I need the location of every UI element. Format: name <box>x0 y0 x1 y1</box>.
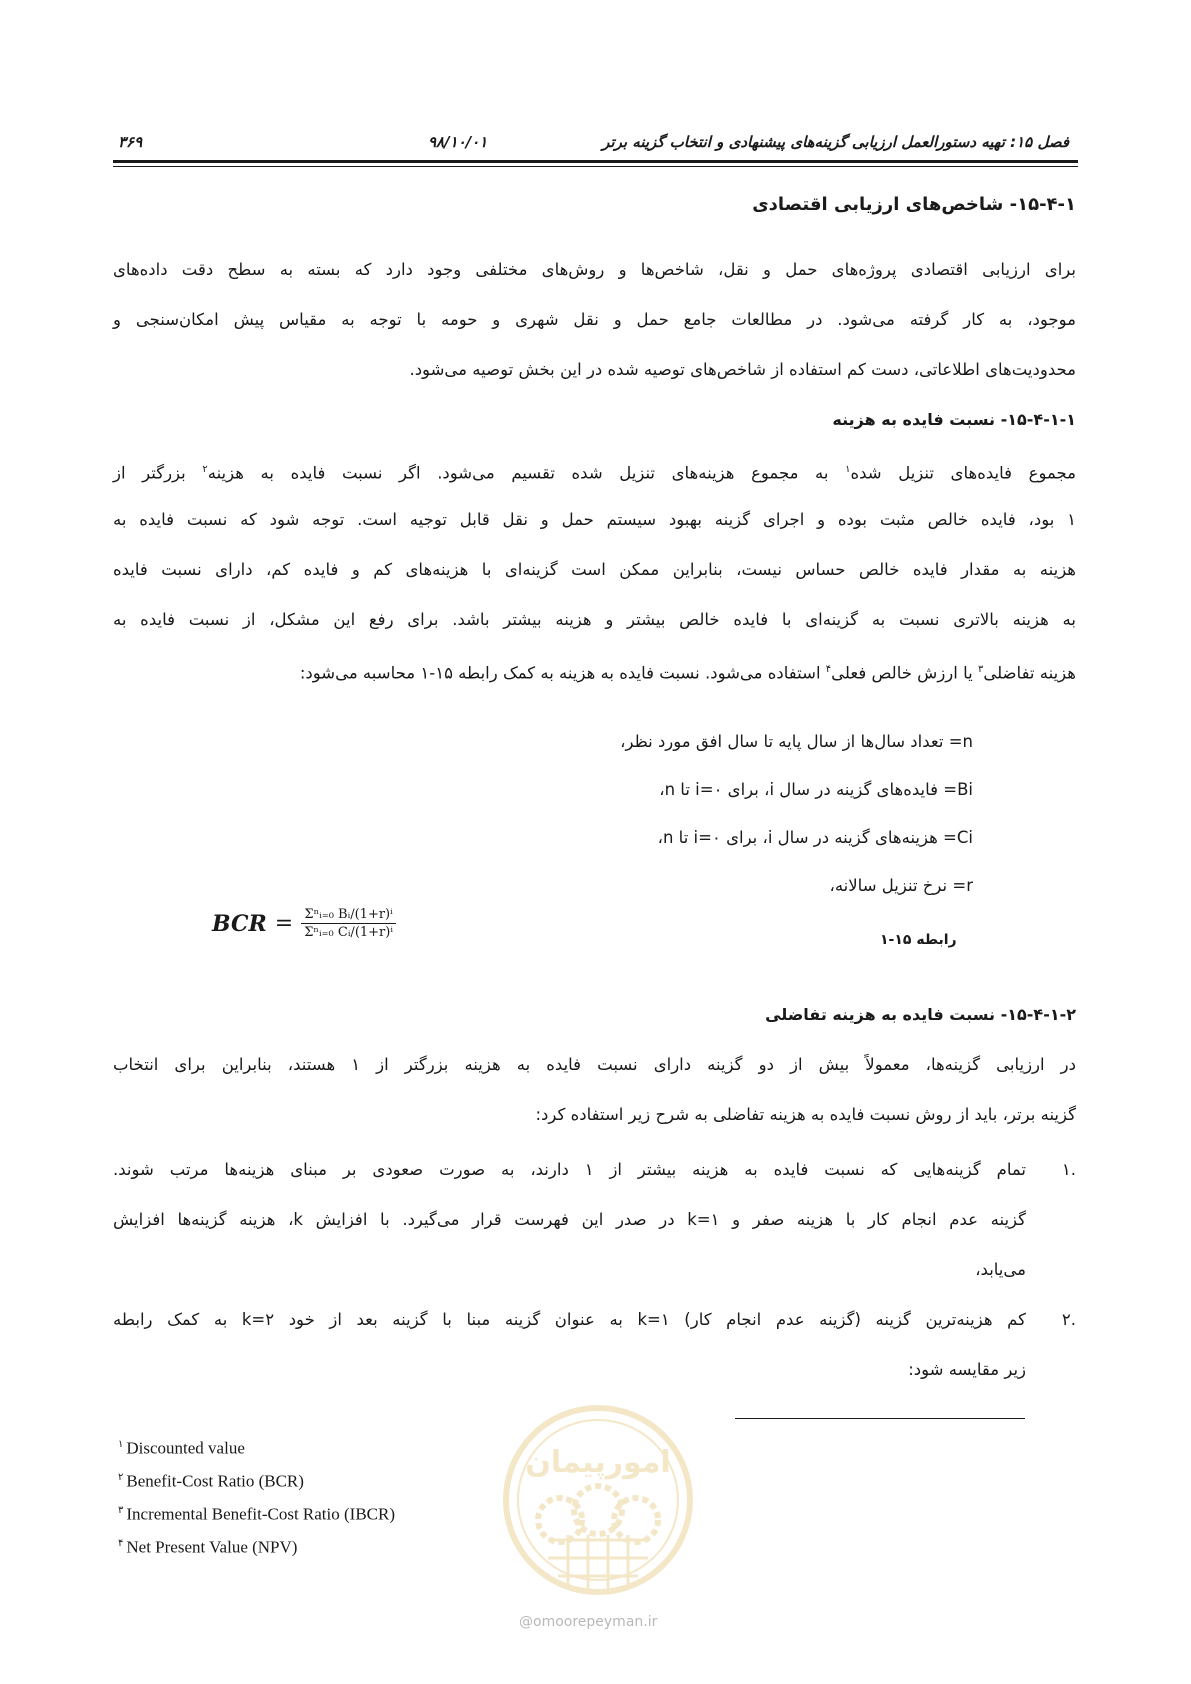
footnote-3: $^۳$ Incremental Benefit-Cost Ratio (IBCR) <box>118 1504 396 1524</box>
footnote-separator <box>735 1418 1025 1419</box>
definition-c: Ci= هزینه‌های گزینه در سال i، برای i=۰ تا n، <box>657 828 973 847</box>
subsection-heading: ۱۵-۴-۱-۲- نسبت فایده به هزینه تفاضلی <box>765 1005 1076 1024</box>
footnote-2: $^۲$ Benefit-Cost Ratio (BCR) <box>118 1471 304 1491</box>
subsection-heading: ۱۵-۴-۱-۱- نسبت فایده به هزینه <box>832 410 1076 429</box>
definition-b: Bi= فایده‌های گزینه در سال i، برای i=۰ تا n، <box>659 780 973 799</box>
list-number: .۲ <box>1061 1310 1076 1329</box>
paragraph-line: گزینه برتر، باید از روش نسبت فایده به هزینه تفاضلی به شرح زیر استفاده کرد: <box>535 1105 1076 1124</box>
footnote-ref: ۳ <box>977 664 984 675</box>
bcr-formula <box>212 906 396 941</box>
formula-equals: = <box>274 911 294 936</box>
footnote-ref: ۱ <box>845 464 851 475</box>
paragraph-line: مجموع فایده‌های تنزیل شده$^۱$ به مجموع هزینه‌های تنزیل شده تقسیم می‌شود. اگر نسبت فایده به هزینه$^۲$ بزرگتر از <box>113 463 1076 483</box>
footnote-4: $^۴$ Net Present Value (NPV) <box>118 1537 298 1557</box>
variable-definitions <box>620 718 973 910</box>
paragraph-line: محدودیت‌های اطلاعاتی، دست کم استفاده از شاخص‌های توصیه شده در این بخش توصیه می‌شود. <box>409 360 1076 379</box>
list-line: می‌یابد، <box>975 1260 1026 1279</box>
list-line: کم هزینه‌ترین گزینه (گزینه عدم انجام کار) k=۱ به عنوان گزینه مبنا با گزینه بعد از خود k=۲ به کمک رابطه <box>113 1310 1026 1329</box>
paragraph-line: هزینه به مقدار فایده خالص حساس نیست، بنابراین ممکن است گزینه‌ای با هزینه‌های کم و فایده کم، دارای نسبت فایده <box>113 560 1076 579</box>
footnote-ref: ۲ <box>202 464 208 475</box>
subsection-paragraph <box>113 1040 1076 1140</box>
page-number: ۳۶۹ <box>118 133 143 151</box>
list-number: .۱ <box>1061 1160 1076 1179</box>
paragraph-line: به هزینه بالاتری نسبت به گزینه‌ای با فایده خالص بیشتر و هزینه بیشتر باشد. برای رفع این مشکل، از نسبت فایده به <box>113 610 1076 629</box>
formula-lhs: BCR <box>212 910 267 937</box>
list-line: گزینه عدم انجام کار با هزینه صفر و k=۱ در صدر این فهرست قرار می‌گیرد. با افزایش k، هزینه گزینه‌ها افزایش <box>113 1210 1026 1229</box>
definition-r: r= نرخ تنزیل سالانه، <box>829 876 973 895</box>
footnotes <box>118 1428 395 1560</box>
list-item <box>113 1295 1076 1395</box>
list-item <box>113 1145 1076 1295</box>
running-header-title: فصل ۱۵: تهیه دستورالعمل ارزیابی گزینه‌های پیشنهادی و انتخاب گزینه برتر <box>602 133 1069 151</box>
paragraph-line: ۱ بود، فایده خالص مثبت بوده و اجرای گزینه بهبود سیستم حمل و نقل قابل توجیه است. توجه شود که نسبت فایده به <box>113 510 1076 529</box>
section-heading: ۱۵-۴-۱- شاخص‌های ارزیابی اقتصادی <box>752 194 1076 215</box>
formula-fraction <box>301 906 396 941</box>
header-rule-thin <box>113 166 1078 167</box>
list-line: تمام گزینه‌هایی که نسبت فایده به هزینه بیشتر از ۱ دارند، به صورت صعودی بر مبنای هزینه‌ها مرتب شوند. <box>113 1160 1026 1179</box>
watermark-logo-icon <box>498 1400 698 1600</box>
paragraph-line: برای ارزیابی اقتصادی پروژه‌های حمل و نقل، شاخص‌ها و روش‌های مختلفی وجود دارد که بسته به سطح دقت داده‌های <box>113 260 1076 279</box>
footnote-ref: ۴ <box>825 664 832 675</box>
paragraph-line: هزینه تفاضلی$^۳$ یا ارزش خالص فعلی$^۴$ استفاده می‌شود. نسبت فایده به هزینه به کمک رابطه ۱۵-۱ محاسبه می‌شود: <box>299 663 1076 683</box>
formula-denominator: Σⁿᵢ₌₀ Cᵢ/(1+r)ⁱ <box>304 925 393 940</box>
header-rule-thick <box>113 160 1078 163</box>
subsection-paragraph <box>113 445 1076 695</box>
section-paragraph <box>113 245 1076 395</box>
formula-numerator: Σⁿᵢ₌₀ Bᵢ/(1+r)ⁱ <box>301 906 395 924</box>
svg-text:امورپیمان: امورپیمان <box>525 1445 671 1480</box>
watermark-site: @omoorepeyman.ir <box>519 1614 658 1630</box>
list-line: زیر مقایسه شود: <box>908 1360 1026 1379</box>
equation-label: رابطه ۱۵-۱ <box>880 932 957 948</box>
paragraph-line: در ارزیابی گزینه‌ها، معمولاً بیش از دو گزینه دارای نسبت فایده به هزینه بزرگتر از ۱ هستند، بنابراین برای انتخاب <box>113 1055 1076 1074</box>
running-header-date: ۹۸/۱۰/۰۱ <box>428 133 488 151</box>
footnote-1: $^۱$ Discounted value <box>118 1438 245 1458</box>
paragraph-line: موجود، به کار گرفته می‌شود. در مطالعات جامع حمل و نقل شهری و حومه با توجه به مقیاس پیش امکان‌سنجی و <box>113 310 1076 329</box>
definition-n: n= تعداد سال‌ها از سال پایه تا سال افق مورد نظر، <box>620 732 973 751</box>
